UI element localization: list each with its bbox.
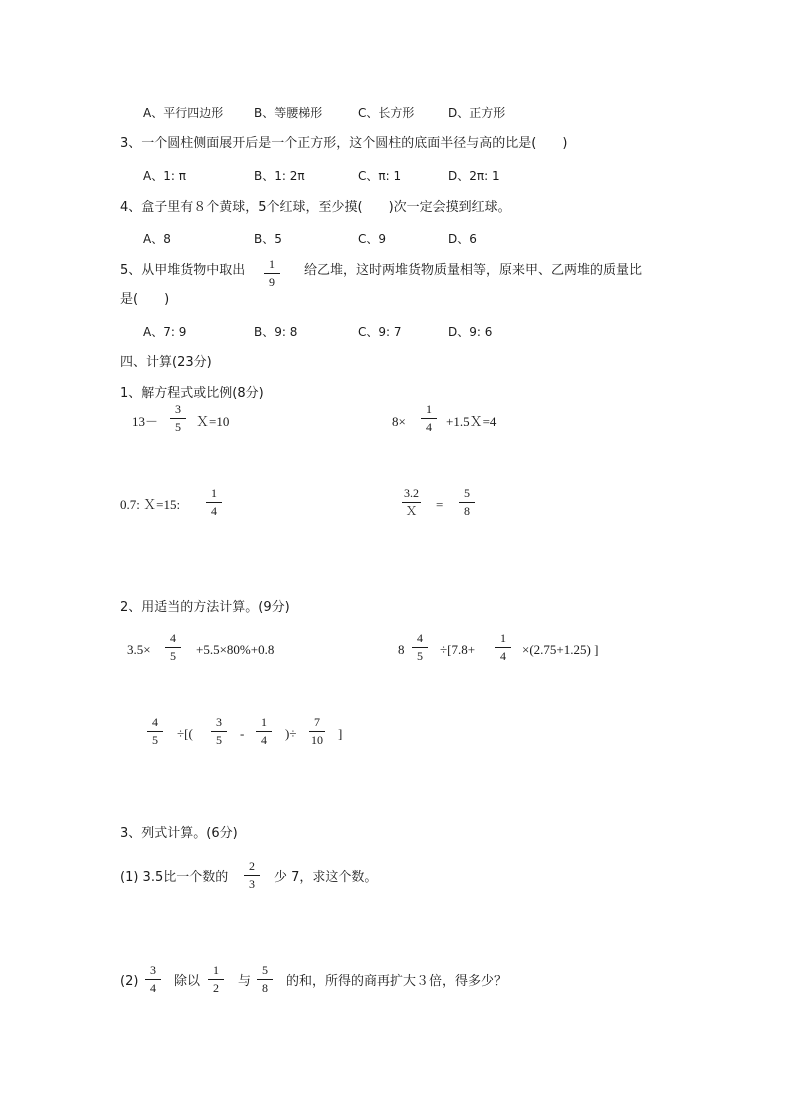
word-problem-2-fraction-1: $\frac{3}{4}$ xyxy=(145,964,161,995)
calc3-fraction-3: $\frac{1}{4}$ xyxy=(256,716,272,747)
q3-option-b: B、1: 2π xyxy=(254,169,305,183)
q3-option-c: C、π: 1 xyxy=(358,169,402,183)
q4-option-b: B、5 xyxy=(254,232,282,246)
eq1-fraction: $\frac{3}{5}$ xyxy=(170,403,186,434)
eq1-prefix: 13－ xyxy=(132,414,159,429)
q2-option-a: A、平行四边形 xyxy=(143,106,224,120)
calc2-suffix: ×(2.75+1.25) ] xyxy=(522,642,599,657)
q4-option-a: A、8 xyxy=(143,232,171,246)
word-problem-2-text-1: 除以 xyxy=(174,974,201,989)
question-5-text-b: 给乙堆，这时两堆货物质量相等，原来甲、乙两堆的质量比 xyxy=(304,263,643,278)
eq1-suffix: Ｘ=10 xyxy=(196,414,230,429)
q4-option-c: C、9 xyxy=(358,232,387,246)
calc1-suffix: +5.5×80%+0.8 xyxy=(196,642,275,657)
calc3-fraction-4: $\frac{7}{10}$ xyxy=(311,715,323,747)
calc1-prefix: 3.5× xyxy=(127,642,151,657)
calc2-whole: 8 xyxy=(398,642,405,657)
calc2-fraction-1: $\frac{4}{5}$ xyxy=(412,632,428,663)
question-5-text-c: 是( ) xyxy=(120,292,170,307)
calc3-text-1: ÷[( xyxy=(177,726,193,741)
word-problem-1-fraction: $\frac{2}{3}$ xyxy=(244,860,260,891)
part-1-title: 1、解方程式或比例(8分) xyxy=(120,386,264,401)
word-problem-2-fraction-3: $\frac{5}{8}$ xyxy=(257,964,273,995)
eq4-fraction-right: $\frac{5}{8}$ xyxy=(459,487,475,518)
q2-option-b: B、等腰梯形 xyxy=(254,106,323,120)
word-problem-2-text-2: 与 xyxy=(238,974,252,989)
calc3-text-2: - xyxy=(240,726,245,741)
calc3-fraction-1: $\frac{4}{5}$ xyxy=(147,716,163,747)
q5-option-d: D、9: 6 xyxy=(448,325,493,339)
eq3-fraction: $\frac{1}{4}$ xyxy=(206,487,222,518)
q5-option-b: B、9: 8 xyxy=(254,325,298,339)
calc3-text-4: ] xyxy=(338,726,343,741)
calc3-fraction-2: $\frac{3}{5}$ xyxy=(211,716,227,747)
section-4-title: 四、计算(23分) xyxy=(120,355,212,370)
question-5-text-a: 5、从甲堆货物中取出 xyxy=(120,263,246,278)
eq4-equals: = xyxy=(436,497,444,512)
eq2-fraction: $\frac{1}{4}$ xyxy=(421,403,437,434)
word-problem-1-suffix: 少 7，求这个数。 xyxy=(274,870,378,885)
q4-option-d: D、6 xyxy=(448,232,477,246)
calc2-middle: ÷[7.8+ xyxy=(440,642,476,657)
eq2-prefix: 8× xyxy=(392,414,406,429)
eq4-fraction-left: $\frac{3.2}{\text{Ｘ}}$ xyxy=(404,486,419,518)
word-problem-2-suffix: 的和，所得的商再扩大３倍，得多少？ xyxy=(286,974,508,989)
question-3-text: 3、一个圆柱侧面展开后是一个正方形，这个圆柱的底面半径与高的比是( ) xyxy=(120,136,568,151)
eq2-suffix: +1.5Ｘ=4 xyxy=(446,414,497,429)
calc2-fraction-2: $\frac{1}{4}$ xyxy=(495,632,511,663)
calc1-fraction: $\frac{4}{5}$ xyxy=(165,632,181,663)
q5-option-c: C、9: 7 xyxy=(358,325,402,339)
question-4-text: 4、盒子里有８个黄球，5个红球，至少摸( )次一定会摸到红球。 xyxy=(120,200,511,215)
calc3-text-3: )÷ xyxy=(285,726,297,741)
q2-option-d: D、正方形 xyxy=(448,106,506,120)
q5-fraction: $\frac{1}{9}$ xyxy=(264,258,280,289)
eq3-prefix: 0.7: Ｘ=15: xyxy=(120,497,181,512)
word-problem-2-label: (2) xyxy=(120,974,139,989)
word-problem-2-fraction-2: $\frac{1}{2}$ xyxy=(208,964,224,995)
word-problem-1-prefix: (1) 3.5比一个数的 xyxy=(120,870,229,885)
part-2-title: 2、用适当的方法计算。(9分) xyxy=(120,600,290,615)
q5-option-a: A、7: 9 xyxy=(143,325,187,339)
q2-option-c: C、长方形 xyxy=(358,106,415,120)
part-3-title: 3、列式计算。(6分) xyxy=(120,826,238,841)
q3-option-d: D、2π: 1 xyxy=(448,169,500,183)
q3-option-a: A、1: π xyxy=(143,169,186,183)
